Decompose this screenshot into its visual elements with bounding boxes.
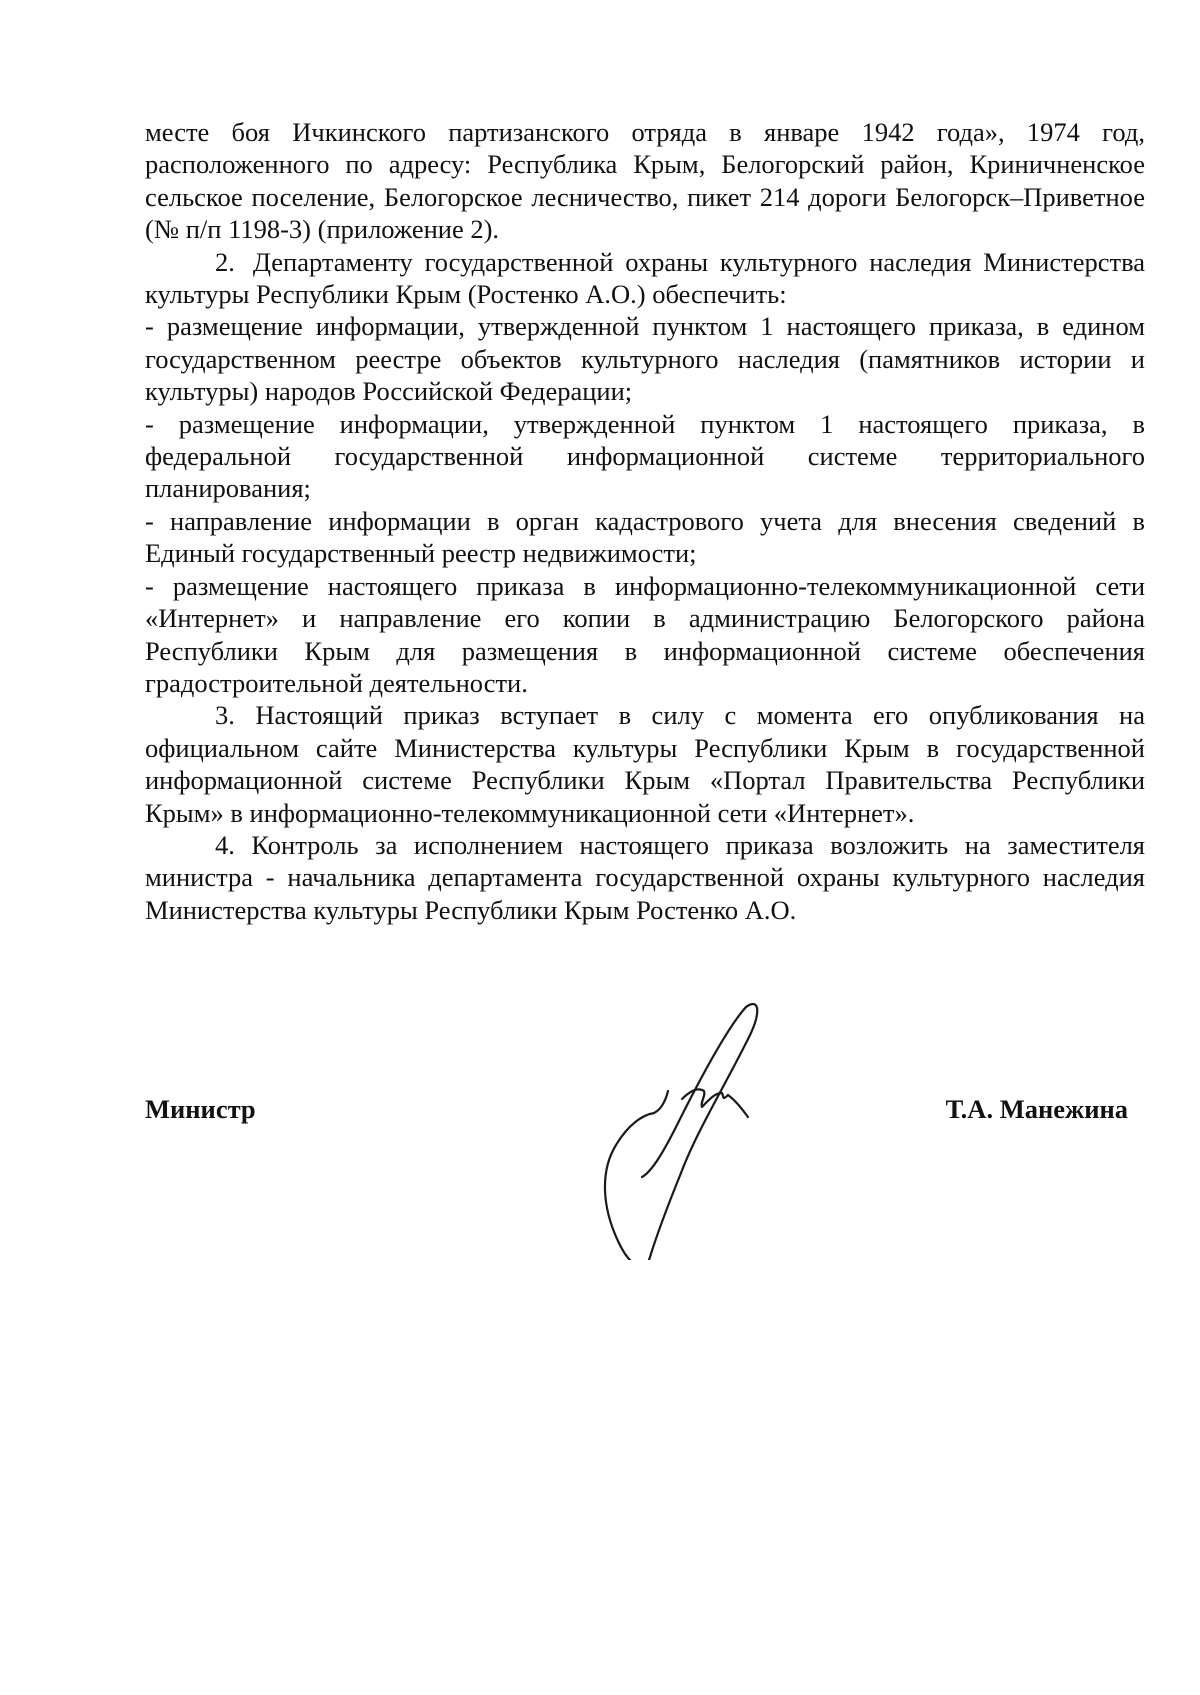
paragraph-2-item-internet: - размещение настоящего приказа в информационно-телекоммуникационной сети «Интернет» и направление его копии в администрацию Белогорского района Республики Крым для размещения в информационной системе обеспечения градостроительной деятельности. <box>145 570 1145 698</box>
paragraph-3: 3. Настоящий приказ вступает в силу с момента его опубликования на официальном сайте Министерства культуры Республики Крым в государственной информационной системе Республики Крым «Портал Правительства Республики Крым» в информационно-телекоммуникационной сети «Интернет». <box>145 700 1145 828</box>
paragraph-2-item-cadastre: - направление информации в орган кадастрового учета для внесения сведений в Единый государственный реестр недвижимости; <box>145 505 1145 569</box>
paragraph-2 <box>145 246 1145 311</box>
order-body <box>145 116 1145 926</box>
paragraph-2-item-fgis: - размещение информации, утвержденной пунктом 1 настоящего приказа, в федеральной государственной информационной системе территориального планирования; <box>145 408 1145 504</box>
paragraph-2-number: 2. <box>215 246 235 277</box>
signatory-name: Т.А. Манежина <box>945 1094 1128 1124</box>
signatory-role: Министр <box>145 1094 256 1124</box>
paragraph-4: 4. Контроль за исполнением настоящего приказа возложить на заместителя министра - начальника департамента государственной охраны культурного наследия Министерства культуры Республики Крым Ростенко А.О. <box>145 829 1145 925</box>
paragraph-2-text: Департаменту государственной охраны культурного наследия Министерства культуры Республики Крым (Ростенко А.О.) обеспечить: <box>145 246 1145 310</box>
paragraph-1-continuation: месте боя Ичкинского партизанского отряда в январе 1942 года», 1974 год, расположенного по адресу: Республика Крым, Белогорский район, Криничненское сельское поселение, Белогорское лесничество, пикет 214 дороги Белогорск–Приветное (№ п/п 1198-3) (приложение 2). <box>145 117 1145 245</box>
handwritten-signature <box>596 995 771 1260</box>
paragraph-2-item-registry: - размещение информации, утвержденной пунктом 1 настоящего приказа, в едином государственном реестре объектов культурного наследия (памятников истории и культуры) народов Российской Федерации; <box>145 311 1145 407</box>
